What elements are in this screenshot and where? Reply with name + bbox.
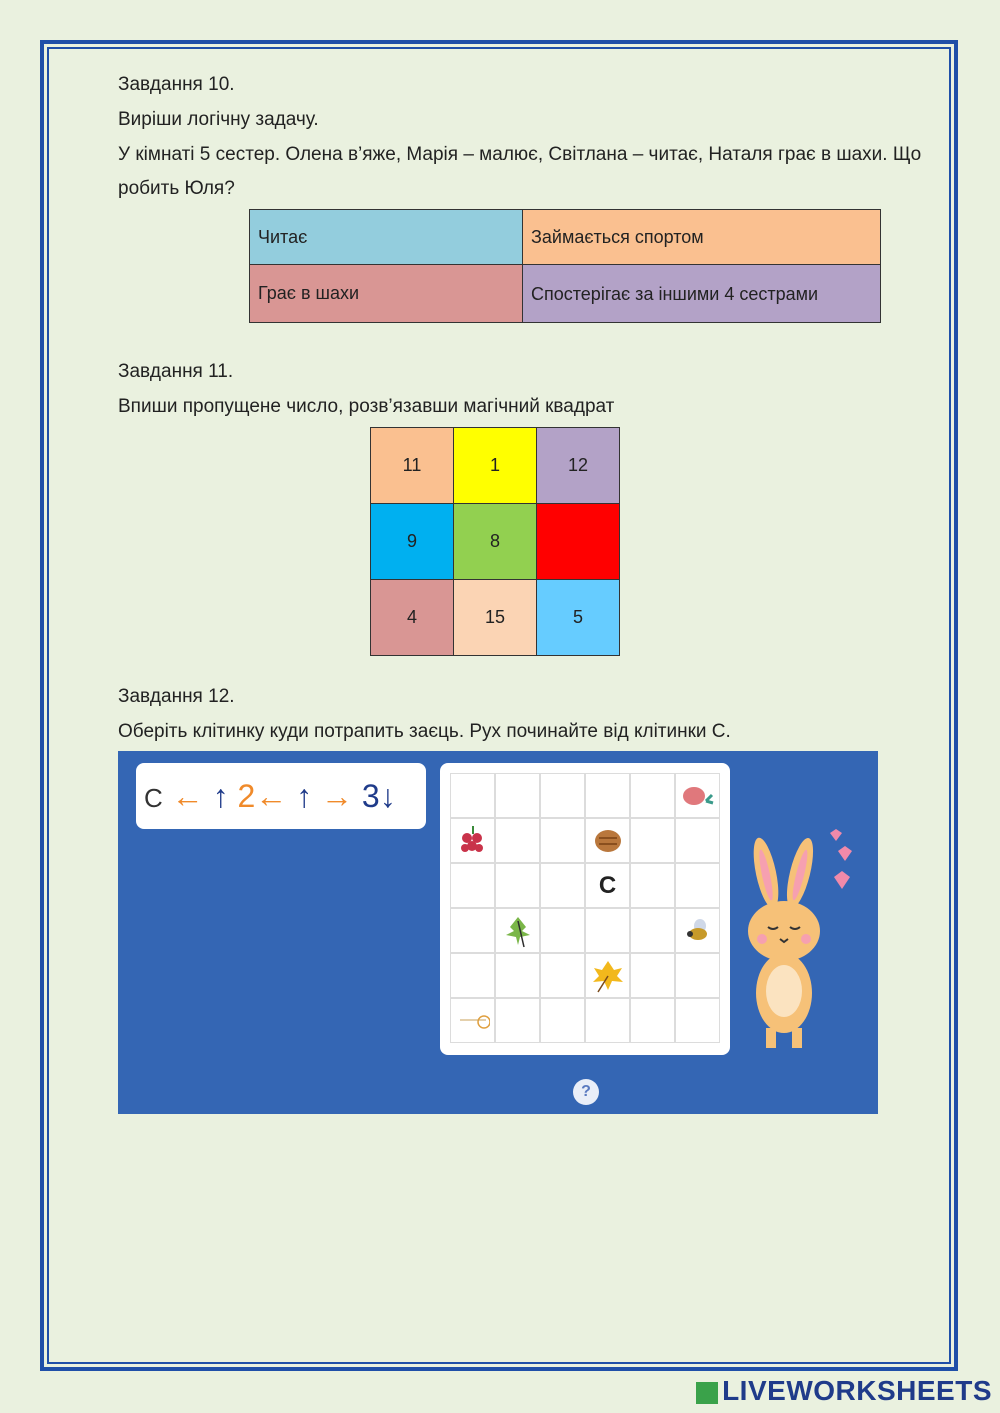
command-arrow: 2←: [237, 778, 288, 814]
board-cell[interactable]: [495, 998, 540, 1043]
board-cell[interactable]: [585, 998, 630, 1043]
board-cell[interactable]: [450, 773, 495, 818]
board-cell[interactable]: [675, 908, 720, 953]
board-cell[interactable]: [630, 863, 675, 908]
game-board: [440, 763, 730, 1055]
board-cell[interactable]: [540, 953, 585, 998]
board-cell[interactable]: [450, 818, 495, 863]
rabbit-illustration: [738, 823, 858, 1053]
board-cell[interactable]: [675, 863, 720, 908]
board-cell[interactable]: [450, 953, 495, 998]
magic-cell: 9: [371, 504, 454, 580]
task11-instruction: Впиши пропущене число, розв’язавши магічний квадрат: [118, 396, 615, 417]
pinecone-icon: [680, 781, 716, 811]
liveworksheets-logo: [696, 1375, 992, 1407]
board-cell[interactable]: [450, 863, 495, 908]
option-chess[interactable]: Грає в шахи: [250, 265, 523, 323]
board-cell[interactable]: [630, 818, 675, 863]
command-start: С: [144, 783, 163, 813]
board-grid: [450, 773, 720, 1043]
board-cell[interactable]: [450, 998, 495, 1043]
task10-instruction: Виріши логічну задачу.: [118, 109, 319, 130]
magic-cell: 12: [537, 428, 620, 504]
magic-cell: 1: [454, 428, 537, 504]
magic-cell: 11: [371, 428, 454, 504]
board-cell[interactable]: [540, 908, 585, 953]
logo-text: LIVEWORKSHEETS: [722, 1375, 992, 1406]
green-leaf-icon: [500, 913, 536, 949]
yellow-leaf-icon: [590, 958, 626, 994]
board-cell[interactable]: [585, 908, 630, 953]
dandelion-icon: [456, 1006, 490, 1036]
board-cell[interactable]: [495, 773, 540, 818]
task11-title: Завдання 11.: [118, 361, 234, 382]
missing-number-input[interactable]: [537, 504, 620, 580]
magic-cell: 15: [454, 580, 537, 656]
board-cell[interactable]: [675, 773, 720, 818]
board-cell[interactable]: [495, 863, 540, 908]
task10-title: Завдання 10.: [118, 74, 235, 95]
board-cell[interactable]: [585, 953, 630, 998]
option-reads[interactable]: Читає: [250, 210, 523, 265]
board-cell[interactable]: [675, 818, 720, 863]
magic-cell: 8: [454, 504, 537, 580]
cone-icon: [591, 824, 625, 858]
board-cell[interactable]: [495, 818, 540, 863]
board-cell[interactable]: [495, 908, 540, 953]
board-cell[interactable]: [540, 998, 585, 1043]
berries-icon: [457, 824, 489, 858]
bee-icon: [682, 916, 714, 946]
magic-cell: 4: [371, 580, 454, 656]
command-arrow: →: [321, 778, 354, 814]
task10-text: У кімнаті 5 сестер. Олена в’яже, Марія – малює, Світлана – читає, Наталя грає в шахи. Що робить Юля?: [118, 144, 922, 199]
board-cell[interactable]: [450, 908, 495, 953]
magic-cell: 5: [537, 580, 620, 656]
option-sport[interactable]: Займається спортом: [523, 210, 881, 265]
command-sequence: [136, 763, 426, 829]
command-arrow: ←: [171, 778, 204, 814]
task10-options-table: [249, 209, 881, 323]
board-cell[interactable]: [540, 863, 585, 908]
board-cell[interactable]: [540, 818, 585, 863]
board-cell[interactable]: [585, 818, 630, 863]
board-cell[interactable]: [630, 908, 675, 953]
board-cell[interactable]: [630, 773, 675, 818]
help-button[interactable]: ?: [573, 1079, 599, 1105]
board-cell[interactable]: [675, 998, 720, 1043]
command-arrow: ↑: [212, 778, 229, 814]
magic-square: [370, 427, 620, 656]
board-cell[interactable]: [630, 998, 675, 1043]
command-arrow: 3↓: [361, 778, 396, 814]
option-observes[interactable]: Спостерігає за іншими 4 сестрами: [523, 265, 881, 323]
rabbit-game-scene: [118, 751, 878, 1114]
board-cell[interactable]: [585, 773, 630, 818]
task12-title: Завдання 12.: [118, 686, 235, 707]
board-cell[interactable]: [540, 773, 585, 818]
task12-instruction: Оберіть клітинку куди потрапить заєць. Рух починайте від клітинки С.: [118, 721, 731, 742]
board-cell[interactable]: [630, 953, 675, 998]
start-cell[interactable]: С: [585, 863, 630, 908]
command-arrow: ↑: [296, 778, 313, 814]
board-cell[interactable]: [675, 953, 720, 998]
board-cell[interactable]: [495, 953, 540, 998]
